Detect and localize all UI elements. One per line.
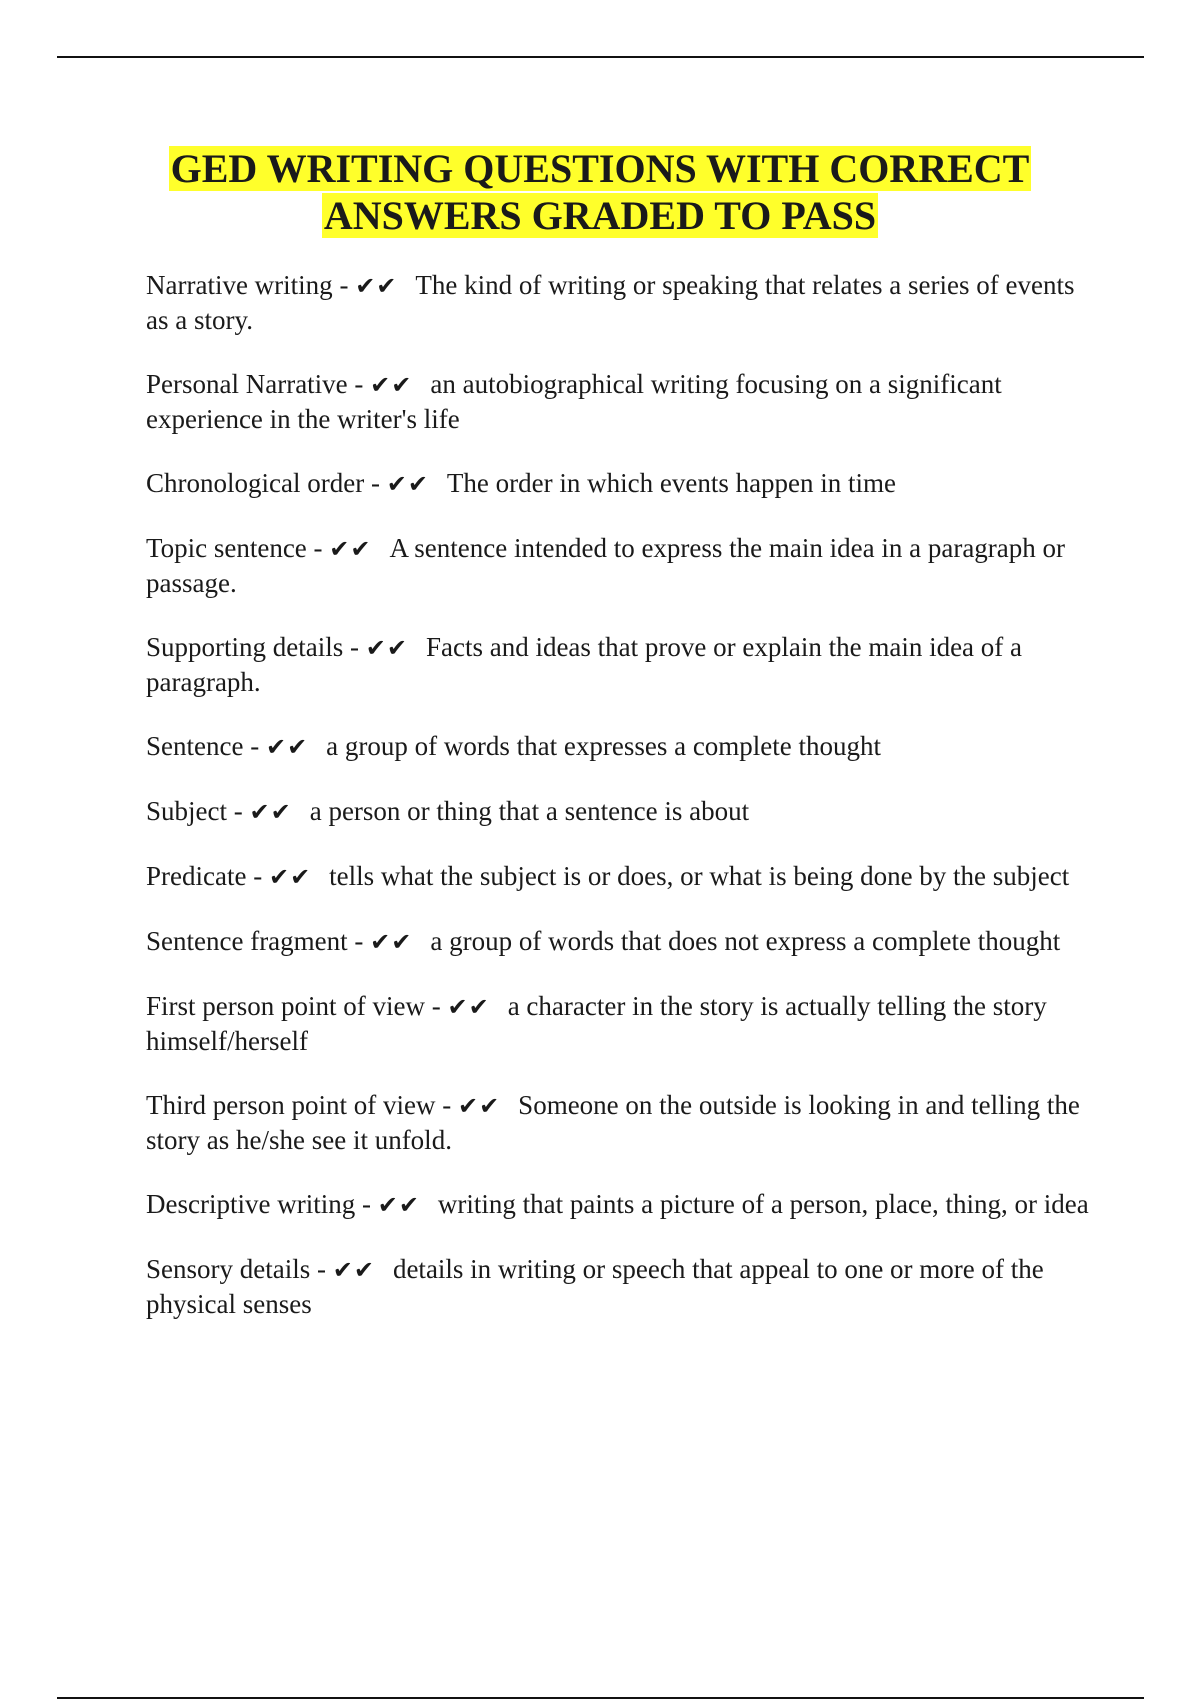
check-icon: ✔✔ <box>329 535 372 563</box>
term: Subject <box>146 796 227 826</box>
list-item <box>146 794 1096 829</box>
title-line-2: ANSWERS GRADED TO PASS <box>323 193 877 238</box>
separator: - <box>246 861 269 891</box>
term: Supporting details <box>146 632 344 662</box>
term: First person point of view <box>146 991 425 1021</box>
term: Sentence <box>146 731 244 761</box>
definition: a character in the story is actually telling the story himself/herself <box>146 991 1047 1056</box>
list-item <box>146 630 1096 699</box>
check-icon: ✔✔ <box>332 1256 375 1284</box>
separator: - <box>343 632 366 662</box>
list-item <box>146 466 1096 501</box>
term: Sentence fragment <box>146 926 348 956</box>
list-item <box>146 989 1096 1058</box>
separator: - <box>347 369 371 399</box>
term: Descriptive writing <box>146 1189 356 1219</box>
check-icon: ✔✔ <box>355 272 398 300</box>
list-item <box>146 1187 1096 1222</box>
check-icon: ✔✔ <box>447 993 490 1021</box>
check-icon: ✔✔ <box>370 371 413 399</box>
term: Topic sentence <box>146 533 307 563</box>
separator: - <box>227 796 250 826</box>
term: Predicate <box>146 861 247 891</box>
list-item <box>146 859 1096 894</box>
check-icon: ✔✔ <box>265 733 309 761</box>
bottom-rule <box>57 1697 1144 1699</box>
definition: Someone on the outside is looking in and telling the story as he/she see it unfold. <box>146 1090 1080 1155</box>
definition: The kind of writing or speaking that relates a series of events as a story. <box>146 270 1075 335</box>
term: Personal Narrative <box>146 369 348 399</box>
definition: a person or thing that a sentence is about <box>309 796 750 826</box>
definition: The order in which events happen in time <box>446 468 897 498</box>
check-icon: ✔✔ <box>365 634 408 662</box>
list-item <box>146 268 1096 337</box>
check-icon: ✔✔ <box>377 1191 420 1219</box>
separator: - <box>424 991 448 1021</box>
separator: - <box>306 533 330 563</box>
definition: a group of words that expresses a complete thought <box>326 731 882 761</box>
separator: - <box>332 270 356 300</box>
list-item <box>146 1088 1096 1157</box>
definition: a group of words that does not express a complete thought <box>430 926 1061 956</box>
check-icon: ✔✔ <box>457 1092 501 1120</box>
term: Narrative writing <box>146 270 333 300</box>
list-item <box>146 1252 1096 1321</box>
list-item <box>146 729 1096 764</box>
check-icon: ✔✔ <box>249 798 292 826</box>
separator: - <box>310 1254 333 1284</box>
separator: - <box>347 926 371 956</box>
qa-list <box>146 268 1096 1351</box>
check-icon: ✔✔ <box>370 928 413 956</box>
separator: - <box>243 731 266 761</box>
check-icon: ✔✔ <box>386 470 429 498</box>
term: Chronological order <box>146 468 365 498</box>
separator: - <box>364 468 387 498</box>
title-line-1: GED WRITING QUESTIONS WITH CORRECT <box>170 146 1030 191</box>
definition: tells what the subject is or does, or what is being done by the subject <box>329 861 1070 891</box>
definition: Facts and ideas that prove or explain the main idea of a paragraph. <box>146 632 1023 697</box>
definition: an autobiographical writing focusing on a significant experience in the writer's life <box>146 369 1002 434</box>
list-item <box>146 924 1096 959</box>
definition: A sentence intended to express the main idea in a paragraph or passage. <box>146 533 1066 598</box>
list-item <box>146 531 1096 600</box>
check-icon: ✔✔ <box>268 863 312 891</box>
term: Third person point of view <box>146 1090 436 1120</box>
separator: - <box>355 1189 378 1219</box>
top-rule <box>57 56 1144 58</box>
list-item <box>146 367 1096 436</box>
term: Sensory details <box>146 1254 311 1284</box>
definition: details in writing or speech that appeal to one or more of the physical senses <box>146 1254 1044 1319</box>
document-title <box>0 145 1200 239</box>
definition: writing that paints a picture of a person, place, thing, or idea <box>437 1189 1089 1219</box>
separator: - <box>435 1090 458 1120</box>
